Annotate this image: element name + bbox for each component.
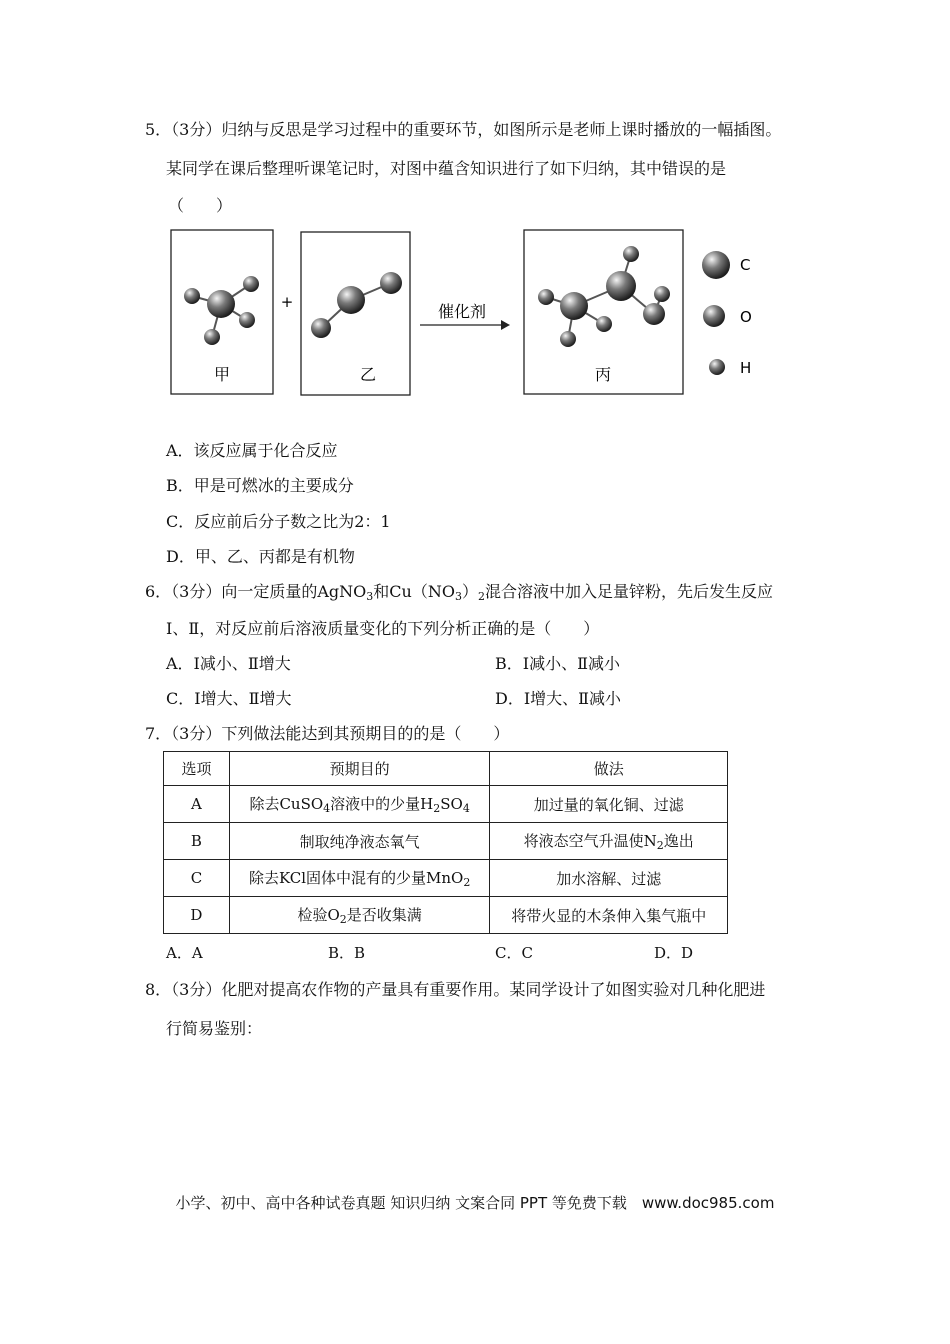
label-jia: 甲	[213, 365, 231, 384]
q5-stem-line2: 某同学在课后整理听课笔记时，对图中蕴含知识进行了如下归纳，其中错误的是	[166, 159, 727, 178]
legend-o: O	[740, 308, 752, 326]
q7-answer-b: B．B	[328, 944, 366, 962]
molecule-bing	[538, 246, 670, 347]
label-yi: 乙	[359, 365, 377, 384]
q6-stem-line2: Ⅰ、Ⅱ，对反应前后溶液质量变化的下列分析正确的是（ ）	[166, 619, 600, 638]
legend-h: H	[740, 359, 752, 377]
table-header-row	[164, 752, 728, 786]
table-row: C 除去KCl固体中混有的少量MnO$_2$ 加水溶解、过滤	[164, 860, 728, 897]
header-method: 做法	[490, 752, 728, 786]
table-row: D 检验$O_2$是否收集满 将带火显的木条伸入集气瓶中	[164, 897, 728, 934]
q7-stem: 7．（3分）下列做法能达到其预期目的的是（ ）	[145, 724, 510, 743]
molecule-yi	[311, 272, 402, 338]
header-purpose: 预期目的	[229, 752, 490, 786]
q8-stem-line2: 行简易鉴别：	[166, 1019, 263, 1038]
q5-option-b: B．甲是可燃冰的主要成分	[166, 476, 354, 495]
q6-stem-line1: 6．（3分）向一定质量的AgNO$_3$和$Cu(NO_3)_2$混合溶液中加入足量锌粉，先后发生反应	[145, 582, 773, 603]
table-row: A 除去CuSO$_4$溶液中的少量$H_2SO_4$ 加过量的氧化铜、过滤	[164, 786, 728, 823]
box-yi	[301, 232, 410, 395]
legend-oxygen-ball	[703, 305, 725, 327]
q6-option-d: D．Ⅰ增大、Ⅱ减小	[495, 689, 622, 708]
molecule-jia	[184, 276, 259, 345]
catalyst-label: 催化剂	[437, 302, 487, 321]
legend-c: C	[740, 256, 751, 274]
q5-answer-paren: （ ）	[168, 196, 233, 215]
q6-option-a: A．Ⅰ减小、Ⅱ增大	[166, 654, 291, 673]
legend-hydrogen-ball	[709, 359, 725, 375]
molecule-reaction-figure	[0, 0, 950, 410]
legend-carbon-ball	[702, 251, 730, 279]
q5-option-d: D．甲、乙、丙都是有机物	[166, 547, 355, 566]
q8-stem-line1: 8．（3分）化肥对提高农作物的产量具有重要作用。某同学设计了如图实验对几种化肥进	[145, 980, 766, 999]
q6-option-c: C．Ⅰ增大、Ⅱ增大	[166, 689, 292, 708]
plus-sign: +	[280, 293, 294, 311]
q6-option-b: B．Ⅰ减小、Ⅱ减小	[495, 654, 620, 673]
q5-option-c: C．反应前后分子数之比为2：1	[166, 512, 391, 531]
atom-legend	[702, 251, 752, 377]
q7-answer-d: D．D	[654, 944, 694, 962]
page-footer[interactable]: 小学、初中、高中各种试卷真题 知识归纳 文案合同 PPT 等免费下载 www.doc985.com	[175, 1194, 775, 1212]
q7-answer-c: C．C	[495, 944, 533, 962]
q5-option-a: A．该反应属于化合反应	[166, 441, 338, 460]
label-bing: 丙	[594, 365, 612, 384]
table-row: B 制取纯净液态氧气 将液态空气升温使$N_2$逸出	[164, 823, 728, 860]
q5-stem-line1: 5．（3分）归纳与反思是学习过程中的重要环节，如图所示是老师上课时播放的一幅插图。	[145, 120, 782, 139]
q7-options-table	[163, 751, 728, 934]
q7-answer-a: A．A	[166, 944, 203, 962]
header-option: 选项	[164, 752, 230, 786]
